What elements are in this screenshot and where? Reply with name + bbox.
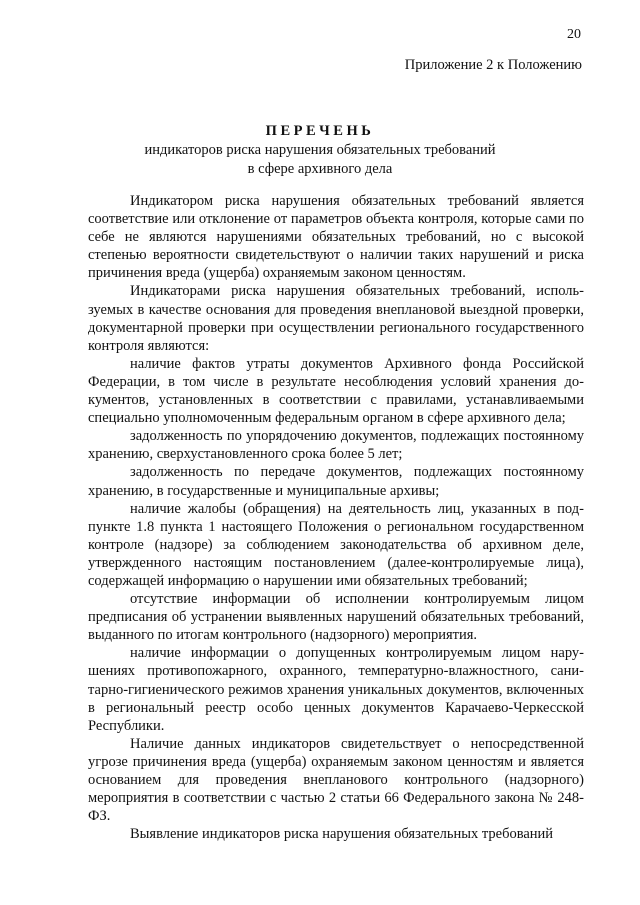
paragraph: отсутствие информации об исполнении контролируемым лицом предписания об устранении выявленных нарушений обязательных требований, выданного по итогам контрольного (надзорного) мероприятия. xyxy=(88,591,584,644)
paragraph: задолженность по передаче документов, подлежащих постоянному хранению, в государственные и муниципальные архивы; xyxy=(88,464,584,499)
annex-label: Приложение 2 к Положению xyxy=(404,57,582,73)
document-title xyxy=(0,122,640,179)
paragraph: задолженность по упорядочению документов, подлежащих постоянному хранению, сверхустановленного срока более 5 лет; xyxy=(88,428,584,463)
paragraph: Выявление индикаторов риска нарушения обязательных требований xyxy=(130,826,554,843)
paragraph: наличие фактов утраты документов Архивного фонда Российской Федерации, в том числе в результате несоблюдения условий хранения документов, установленных в соответствии с правилами, устанавливаемыми специально уполномоченным федеральным органом в сфере архивного дела; xyxy=(88,355,584,427)
document-body xyxy=(88,192,584,843)
paragraph: наличие жалобы (обращения) на деятельность лиц, указанных в подпункте 1.8 пункта 1 настоящего Положения о региональном государственном контроле (надзоре) за соблюдением законодательства об архивном деле, утвержденного настоящим постановлением (далее-контролируемые лица), содержащей информацию о нарушении ими обязательных требований; xyxy=(88,500,584,589)
title-heading: ПЕРЕЧЕНЬ xyxy=(265,123,375,139)
paragraph: Наличие данных индикаторов свидетельствует о непосредственной угрозе причинения вреда (ущерба) охраняемым законом ценностям и является основанием для проведения внепланового контрольного (надзорного) мероприятия в соответствии с частью 2 статьи 66 Федерального закона № 248-ФЗ. xyxy=(88,735,584,825)
paragraph: Индикаторами риска нарушения обязательных требований, используемых в качестве основания для проведения внеплановой выездной проверки, документарной проверки при осуществлении регионального государственного контроля являются: xyxy=(88,283,584,354)
paragraph: наличие информации о допущенных контролируемым лицом нарушениях противопожарного, охранного, температурно-влажностного, санитарно-гигиенического режимов хранения уникальных документов, включенных в региональный реестр особо ценных документов Карачаево-Черкесской Республики. xyxy=(88,645,584,734)
paragraph: Индикатором риска нарушения обязательных требований является соответствие или отклонение от параметров объекта контроля, которые сами по себе не являются нарушениями обязательных требований, но с высокой степенью вероятности свидетельствуют о наличии таких нарушений и риска причинения вреда (ущерба) охраняемым законом ценностям. xyxy=(88,193,584,282)
title-subtitle-line: в сфере архивного дела xyxy=(247,161,393,177)
page-number: 20 xyxy=(567,27,581,42)
title-subtitle-line: индикаторов риска нарушения обязательных требований xyxy=(144,142,496,158)
